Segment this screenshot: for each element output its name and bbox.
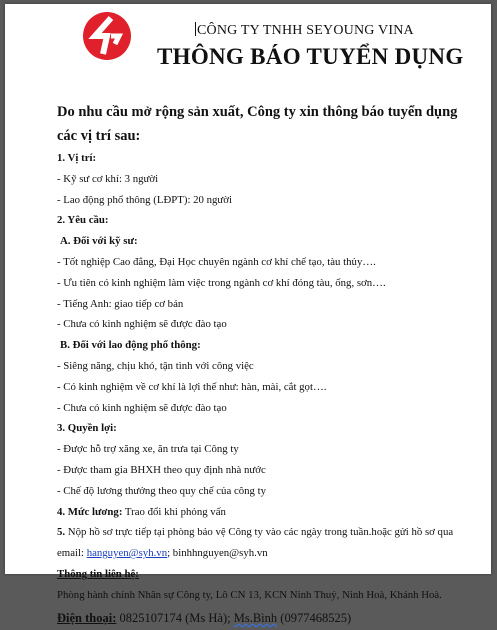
list-item: - Lao động phổ thông (LĐPT): 20 người: [57, 193, 232, 206]
intro-paragraph: Do nhu cầu mở rộng sản xuất, Công ty xin thông báo tuyển dụng các vị trí sau:: [57, 104, 458, 144]
list-item: - Tiếng Anh: giao tiếp cơ bản: [57, 297, 184, 310]
salary-line: 4. Mức lương: Trao đổi khi phỏng vấn: [57, 505, 226, 518]
list-item: - Được hỗ trợ xăng xe, ăn trưa tại Công ty: [57, 443, 239, 456]
labor-heading: B. Đối với lao động phổ thông:: [60, 339, 201, 352]
list-item: - Kỹ sư cơ khí: 3 người: [57, 172, 159, 185]
page-title: THÔNG BÁO TUYỂN DỤNG: [157, 44, 464, 69]
list-item: - Ưu tiên có kinh nghiệm làm việc trong ngành cơ khí đóng tàu, ống, sơn….: [57, 276, 386, 289]
apply-line: 5. Nộp hồ sơ trực tiếp tại phòng bảo vệ Công ty vào các ngày trong tuần.hoặc gửi hồ sơ qua: [57, 526, 454, 539]
list-item: - Chế độ lương thưởng theo quy chế của công ty: [57, 484, 267, 497]
list-item: - Chưa có kinh nghiệm sẽ được đào tạo: [57, 401, 227, 414]
positions-heading: 1. Vị trí:: [57, 152, 97, 164]
company-logo-icon: [81, 10, 133, 62]
list-item: - Tốt nghiệp Cao đẳng, Đại Học chuyên ngành cơ khí chế tạo, tàu thủy….: [57, 255, 376, 268]
company-name: CÔNG TY TNHH SEYOUNG VINA: [197, 23, 414, 38]
document-body: [57, 148, 487, 630]
contact-heading: Thông tin liên hệ:: [57, 567, 139, 580]
requirements-heading: 2. Yêu cầu:: [57, 214, 109, 227]
document-page: [5, 4, 491, 625]
list-item: - Siêng năng, chịu khó, tận tình với công việc: [57, 359, 254, 372]
engineer-heading: A. Đối với kỹ sư:: [60, 235, 138, 248]
email-line: email: hanguyen@syh.vn; binhhnguyen@syh.vn: [57, 547, 268, 560]
contact-address: Phòng hành chính Nhân sự Công ty, Lô CN 13, KCN Ninh Thuỷ, Ninh Hoà, Khánh Hoà.: [57, 588, 442, 601]
list-item: - Có kinh nghiệm về cơ khí là lợi thế như: hàn, mài, cắt gọt….: [57, 380, 327, 393]
phone-line: Điện thoại: 0825107174 (Ms Hà); Ms.Bình (0977468525): [57, 610, 352, 625]
benefits-heading: 3. Quyền lợi:: [57, 422, 117, 435]
list-item: - Chưa có kinh nghiệm sẽ được đào tạo: [57, 318, 227, 331]
list-item: - Được tham gia BHXH theo quy định nhà nước: [57, 463, 266, 476]
email-link[interactable]: hanguyen@syh.vn: [86, 547, 168, 560]
